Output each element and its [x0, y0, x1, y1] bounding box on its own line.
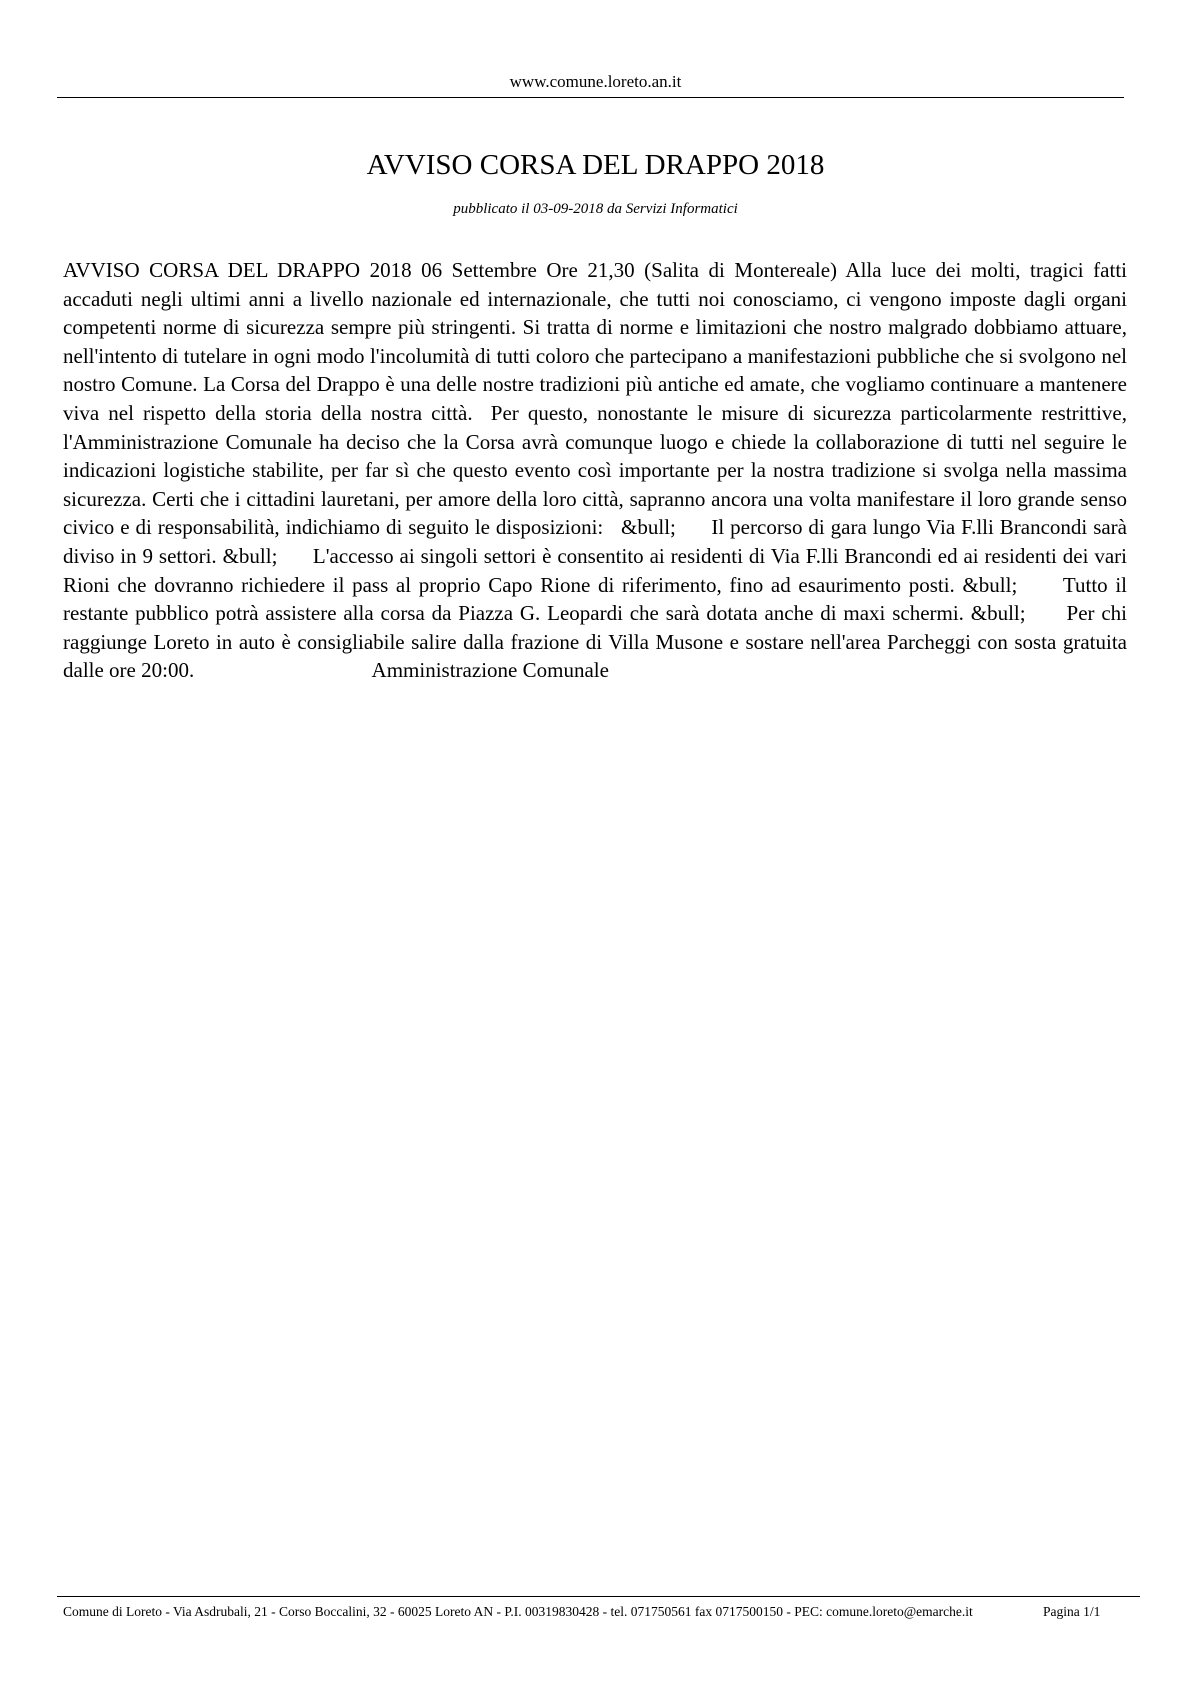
article-body: AVVISO CORSA DEL DRAPPO 2018 06 Settembre Ore 21,30 (Salita di Montereale) Alla luce dei molti, tragici fatti accaduti negli ultimi anni a livello nazionale ed internazionale, che tutti noi conosciamo, ci vengono imposte dagli organi competenti norme di sicurezza sempre più stringenti. Si tratta di norme e limitazioni che nostro malgrado dobbiamo attuare, nell'intento di tutelare in ogni modo l'incolumità di tutti coloro che partecipano a manifestazioni pubbliche che si svolgono nel nostro Comune. La Corsa del Drappo è una delle nostre tradizioni più antiche ed amate, che vogliamo continuare a mantenere viva nel rispetto della storia della nostra città. Per questo, nonostante le misure di sicurezza particolarmente restrittive, l'Amministrazione Comunale ha deciso che la Corsa avrà comunque luogo e chiede la collaborazione di tutti nel seguire le indicazioni logistiche stabilite, per far sì che questo evento così importante per la nostra tradizione si svolga nella massima sicurezza. Certi che i cittadini lauretani, per amore della loro città, sapranno ancora una volta manifestare il loro grande senso civico e di responsabilità, indichiamo di seguito le disposizioni: &bull; Il percorso di gara lungo Via F.lli Brancondi sarà diviso in 9 settori. &bull; L'accesso ai singoli settori è consentito ai residenti di Via F.lli Brancondi ed ai residenti dei vari Rioni che dovranno richiedere il pass al proprio Capo Rione di riferimento, fino ad esaurimento posti. &bull; Tutto il restante pubblico potrà assistere alla corsa da Piazza G. Leopardi che sarà dotata anche di maxi schermi. &bull; Per chi raggiunge Loreto in auto è consigliabile salire dalla frazione di Villa Musone e sostare nell'area Parcheggi con sosta gratuita dalle ore 20:00. Amministrazione Comunale	[63, 258, 1133, 683]
footer-address: Comune di Loreto - Via Asdrubali, 21 - Corso Boccalini, 32 - 60025 Loreto AN - P.I. 00319830428 - tel. 071750561 fax 0717500150 - PEC: comune.loreto@emarche.it	[63, 1604, 973, 1619]
header-divider	[57, 97, 1124, 98]
header-url: www.comune.loreto.an.it	[509, 72, 682, 91]
publication-byline: pubblicato il 03-09-2018 da Servizi Informatici	[453, 201, 738, 217]
footer-page-number: Pagina 1/1	[1043, 1604, 1101, 1619]
page-title: AVVISO CORSA DEL DRAPPO 2018	[366, 149, 825, 181]
footer-divider	[57, 1596, 1140, 1597]
